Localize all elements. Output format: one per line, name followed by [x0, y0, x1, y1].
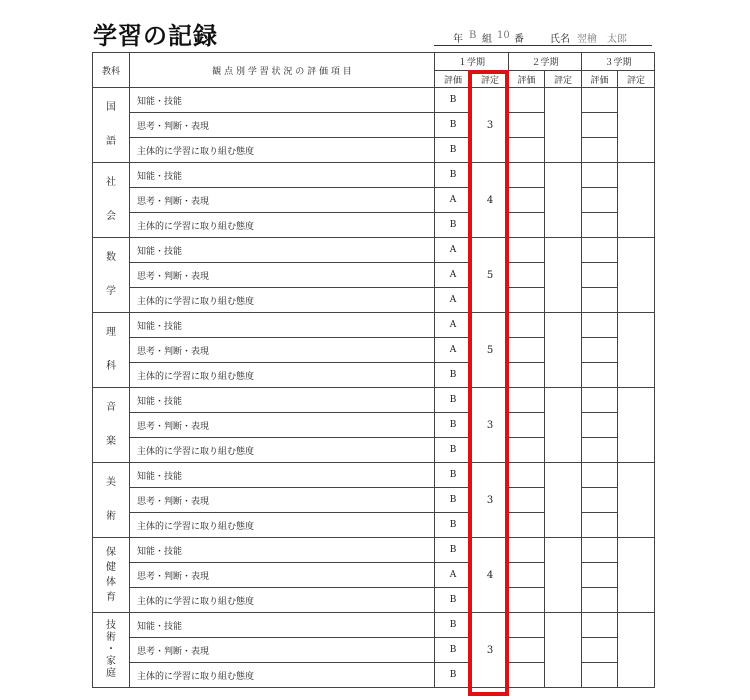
term2-eval — [509, 413, 545, 438]
item-label: 知能・技能 — [130, 313, 435, 338]
item-label: 思考・判断・表現 — [130, 113, 435, 138]
term3-eval — [582, 613, 618, 638]
term3-eval — [582, 663, 618, 688]
term1-eval: A — [435, 288, 472, 313]
term1-eval: A — [435, 188, 472, 213]
term1-grade: 3 — [472, 463, 509, 538]
table-row — [93, 463, 655, 488]
term2-grade — [545, 388, 582, 463]
header-items: 観 点 別 学 習 状 況 の 評 価 項 目 — [130, 53, 435, 88]
term3-eval — [582, 188, 618, 213]
number-label: 番 — [514, 34, 524, 45]
term1-eval: B — [435, 413, 472, 438]
item-label: 思考・判断・表現 — [130, 488, 435, 513]
subject-name — [93, 388, 130, 463]
term1-eval: B — [435, 388, 472, 413]
term2-eval — [509, 488, 545, 513]
term1-eval: B — [435, 513, 472, 538]
term3-eval — [582, 163, 618, 188]
term2-eval — [509, 288, 545, 313]
subject-char: 体 — [106, 576, 116, 588]
table-row — [93, 163, 655, 188]
term2-eval — [509, 188, 545, 213]
term3-eval — [582, 538, 618, 563]
term3-eval — [582, 238, 618, 263]
term3-grade — [618, 613, 655, 688]
item-label: 思考・判断・表現 — [130, 263, 435, 288]
term3-eval — [582, 88, 618, 113]
term3-eval — [582, 388, 618, 413]
subject-char: 家 — [106, 656, 116, 667]
subject-char: 科 — [106, 361, 116, 372]
item-label: 主体的に学習に取り組む態度 — [130, 213, 435, 238]
term2-eval — [509, 613, 545, 638]
subject-char: 健 — [106, 561, 116, 573]
term3-grade — [618, 163, 655, 238]
term3-eval — [582, 288, 618, 313]
class-value: B — [469, 30, 477, 41]
term2-eval — [509, 588, 545, 613]
term3-eval — [582, 338, 618, 363]
subject-name — [93, 463, 130, 538]
term1-eval: B — [435, 438, 472, 463]
term2-eval — [509, 238, 545, 263]
header-term1: １学期 — [435, 53, 509, 71]
term3-eval — [582, 563, 618, 588]
term2-eval — [509, 438, 545, 463]
item-label: 知能・技能 — [130, 538, 435, 563]
term3-grade — [618, 388, 655, 463]
term1-eval: B — [435, 538, 472, 563]
subject-name — [93, 238, 130, 313]
item-label: 主体的に学習に取り組む態度 — [130, 663, 435, 688]
term3-eval — [582, 413, 618, 438]
header-term3: ３学期 — [582, 53, 655, 71]
term2-eval — [509, 538, 545, 563]
term3-eval — [582, 213, 618, 238]
header-subject: 教科 — [93, 53, 130, 88]
item-label: 思考・判断・表現 — [130, 413, 435, 438]
term3-eval — [582, 263, 618, 288]
term2-eval — [509, 388, 545, 413]
term2-eval — [509, 163, 545, 188]
item-label: 思考・判断・表現 — [130, 638, 435, 663]
table-row — [93, 88, 655, 113]
item-label: 知能・技能 — [130, 163, 435, 188]
term2-eval — [509, 563, 545, 588]
term1-grade: 3 — [472, 388, 509, 463]
term2-grade — [545, 463, 582, 538]
term1-grade: 5 — [472, 238, 509, 313]
term2-eval — [509, 113, 545, 138]
subject-char: 美 — [106, 477, 116, 488]
term1-eval: B — [435, 138, 472, 163]
term1-eval: A — [435, 238, 472, 263]
item-label: 思考・判断・表現 — [130, 338, 435, 363]
term1-eval: B — [435, 663, 472, 688]
term2-eval — [509, 463, 545, 488]
term2-grade — [545, 538, 582, 613]
term3-eval — [582, 463, 618, 488]
term2-grade — [545, 613, 582, 688]
subject-name — [93, 538, 130, 613]
subject-char: 技 — [106, 620, 116, 631]
item-label: 思考・判断・表現 — [130, 188, 435, 213]
number-value: 10 — [497, 30, 510, 41]
term2-eval — [509, 638, 545, 663]
term1-grade: 4 — [472, 538, 509, 613]
term1-grade: 3 — [472, 613, 509, 688]
term1-eval: B — [435, 613, 472, 638]
term3-grade — [618, 463, 655, 538]
subject-char: 理 — [106, 327, 116, 338]
subject-char: 育 — [106, 591, 116, 603]
term2-eval — [509, 88, 545, 113]
term1-eval: B — [435, 463, 472, 488]
term3-eval — [582, 138, 618, 163]
subject-char: 国 — [106, 102, 116, 113]
term3-grade — [618, 238, 655, 313]
term1-eval: A — [435, 313, 472, 338]
term1-eval: B — [435, 88, 472, 113]
class-label: 組 — [482, 34, 492, 45]
subject-char: 楽 — [106, 436, 116, 447]
subject-char: 術 — [106, 511, 116, 522]
term3-eval — [582, 588, 618, 613]
subject-char: ・ — [106, 644, 116, 655]
item-label: 主体的に学習に取り組む態度 — [130, 363, 435, 388]
subject-name — [93, 613, 130, 688]
term1-grade: 3 — [472, 88, 509, 163]
item-label: 主体的に学習に取り組む態度 — [130, 438, 435, 463]
subject-char: 庭 — [106, 668, 116, 679]
item-label: 知能・技能 — [130, 463, 435, 488]
subject-char: 学 — [106, 286, 116, 297]
term3-eval — [582, 113, 618, 138]
term3-eval — [582, 488, 618, 513]
term2-eval — [509, 363, 545, 388]
header-grade: 評定 — [472, 71, 509, 88]
table-row — [93, 238, 655, 263]
term3-eval — [582, 438, 618, 463]
subject-char: 語 — [106, 136, 116, 147]
term2-eval — [509, 663, 545, 688]
term1-eval: A — [435, 263, 472, 288]
term1-eval: B — [435, 488, 472, 513]
term1-eval: B — [435, 363, 472, 388]
header-eval: 評価 — [509, 71, 545, 88]
header-grade: 評定 — [618, 71, 655, 88]
record-table — [92, 52, 655, 688]
term2-eval — [509, 213, 545, 238]
term2-eval — [509, 263, 545, 288]
item-label: 知能・技能 — [130, 238, 435, 263]
header-eval: 評価 — [582, 71, 618, 88]
subject-char: 音 — [106, 402, 116, 413]
term1-eval: B — [435, 113, 472, 138]
table-row — [93, 388, 655, 413]
header-grade: 評定 — [545, 71, 582, 88]
subject-char: 術 — [106, 632, 116, 643]
header-term2: ２学期 — [509, 53, 582, 71]
term1-grade: 4 — [472, 163, 509, 238]
year-label: 年 — [453, 34, 463, 45]
term2-grade — [545, 163, 582, 238]
term2-eval — [509, 313, 545, 338]
term3-eval — [582, 313, 618, 338]
subject-name — [93, 163, 130, 238]
term2-eval — [509, 513, 545, 538]
term2-grade — [545, 238, 582, 313]
item-label: 主体的に学習に取り組む態度 — [130, 588, 435, 613]
term2-eval — [509, 138, 545, 163]
term2-grade — [545, 313, 582, 388]
term3-eval — [582, 363, 618, 388]
item-label: 主体的に学習に取り組む態度 — [130, 513, 435, 538]
term1-eval: B — [435, 163, 472, 188]
page-title: 学習の記録 — [93, 21, 218, 50]
student-name: 翌檜 太郎 — [577, 34, 627, 45]
class-info — [434, 26, 652, 46]
name-label: 氏名 — [550, 34, 570, 45]
subject-char: 保 — [106, 546, 116, 558]
table-row — [93, 538, 655, 563]
term3-grade — [618, 538, 655, 613]
subject-char: 数 — [106, 252, 116, 263]
term1-eval: A — [435, 563, 472, 588]
item-label: 知能・技能 — [130, 388, 435, 413]
subject-name — [93, 88, 130, 163]
term3-eval — [582, 513, 618, 538]
term3-grade — [618, 88, 655, 163]
term1-eval: B — [435, 588, 472, 613]
term3-grade — [618, 313, 655, 388]
table-row — [93, 613, 655, 638]
term1-eval: B — [435, 213, 472, 238]
item-label: 知能・技能 — [130, 613, 435, 638]
item-label: 思考・判断・表現 — [130, 563, 435, 588]
subject-char: 会 — [106, 211, 116, 222]
term1-grade: 5 — [472, 313, 509, 388]
item-label: 主体的に学習に取り組む態度 — [130, 138, 435, 163]
header-eval: 評価 — [435, 71, 472, 88]
subject-char: 社 — [106, 177, 116, 188]
term1-eval: A — [435, 338, 472, 363]
item-label: 知能・技能 — [130, 88, 435, 113]
subject-name — [93, 313, 130, 388]
term2-grade — [545, 88, 582, 163]
item-label: 主体的に学習に取り組む態度 — [130, 288, 435, 313]
term1-eval: B — [435, 638, 472, 663]
term2-eval — [509, 338, 545, 363]
table-row — [93, 313, 655, 338]
term3-eval — [582, 638, 618, 663]
